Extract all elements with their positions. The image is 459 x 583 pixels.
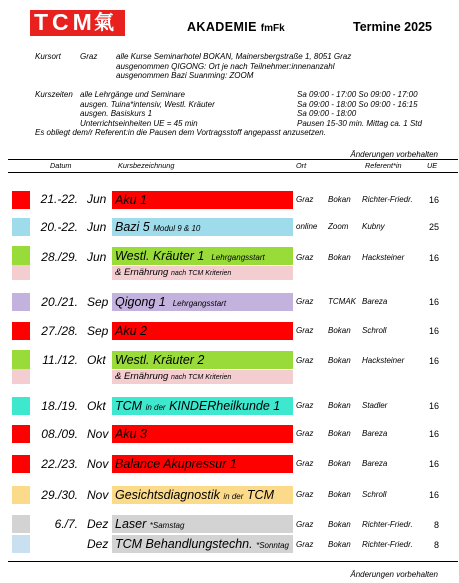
- row-venue: Bokan: [328, 326, 351, 335]
- course-bar-kinderheilkunde: [112, 397, 293, 415]
- col-ue: UE: [427, 161, 438, 170]
- academy-suffix: fmFk: [260, 23, 285, 34]
- row-venue: Bokan: [328, 401, 351, 410]
- row-ort: Graz: [296, 253, 314, 262]
- row-venue: Zoom: [328, 222, 349, 231]
- row-ue: 16: [428, 297, 439, 307]
- course-title: TCM Behandlungstechn.: [115, 537, 253, 551]
- termine-title: Termine 2025: [353, 20, 432, 34]
- row-referent: Hacksteiner: [362, 253, 405, 262]
- course-note: Modul 9 & 10: [153, 224, 201, 233]
- row-referent: Schroll: [362, 490, 387, 499]
- course-bar-behandlungstechn: [112, 535, 293, 553]
- header-rule-bottom: [8, 172, 458, 173]
- row-referent: Hacksteiner: [362, 356, 405, 365]
- row-ue: 16: [428, 195, 439, 205]
- row-date: 18./19.: [41, 399, 78, 413]
- course-title: Bazi 5: [115, 220, 150, 234]
- row-ort: Graz: [296, 297, 314, 306]
- row-venue: Bokan: [328, 490, 351, 499]
- course-bar-aku1: [112, 191, 293, 209]
- row-date: 11./12.: [42, 353, 78, 367]
- row-month: Dez: [87, 517, 109, 531]
- row-month: Dez: [87, 537, 109, 551]
- row-ort: Graz: [296, 356, 314, 365]
- course-bar-kraeuter2: [112, 351, 293, 369]
- row-ort: Graz: [296, 490, 314, 499]
- row-referent: Stadler: [362, 401, 388, 410]
- course-title: Balance Akupressur 1: [115, 457, 237, 471]
- row-date: 20.-22.: [40, 220, 78, 234]
- course-title: TCM: [115, 399, 143, 413]
- course-subnote: nach TCM Kriterien: [170, 270, 232, 277]
- row-month: Jun: [87, 220, 107, 234]
- kurszeiten-time-4: Pausen 15-30 min. Mittag ca. 1 Std: [297, 118, 422, 128]
- academy-title: [187, 20, 285, 36]
- row-date: 08./09.: [41, 427, 78, 441]
- row-venue: Bokan: [328, 195, 351, 204]
- row-referent: Kubny: [362, 222, 385, 231]
- row-month: Okt: [87, 353, 106, 367]
- row-ort: online: [296, 222, 318, 231]
- kursort-line-1: alle Kurse Seminarhotel BOKAN, Mainersbergstraße 1, 8051 Graz: [116, 52, 352, 61]
- kursort-label: Kursort: [35, 52, 61, 61]
- row-month: Jun: [87, 192, 107, 206]
- kurszeiten-time-3: Sa 09:00 - 18:00: [297, 109, 357, 119]
- row-date: 29./30.: [41, 488, 78, 502]
- swatch-bazi5: [12, 218, 30, 236]
- course-bar-bazi5: [112, 218, 293, 236]
- swatch-ernaehrung1: [12, 265, 30, 280]
- row-month: Sep: [87, 295, 109, 309]
- logo-text: TCM: [34, 9, 96, 35]
- row-referent: Richter-Friedr.: [362, 520, 413, 529]
- row-ue: 16: [428, 490, 439, 500]
- footer-rule: [8, 561, 458, 562]
- kursort-line-3: ausgenommen Bazi Suanming: ZOOM: [116, 71, 254, 81]
- course-title: Westl. Kräuter 1: [115, 249, 205, 263]
- row-ue: 16: [428, 459, 439, 469]
- row-ort: Graz: [296, 459, 314, 468]
- header-rule-top: [8, 159, 458, 161]
- course-bar-laser: [112, 515, 293, 533]
- kurszeiten-line-4: Unterrichtseinheiten UE = 45 min: [80, 118, 198, 128]
- kursort-line-2: ausgenommen QIGONG: Ort je nach Teilnehmer:innenanzahl: [116, 61, 335, 71]
- row-ue: 8: [433, 540, 439, 550]
- col-datum: Datum: [50, 161, 72, 170]
- course-bar-ernaehrung1: [112, 266, 293, 280]
- course-title-2: KINDERheilkunde 1: [169, 399, 281, 413]
- row-ue: 16: [428, 326, 439, 336]
- pause-note: Es obliegt dem/r Referent:in die Pausen dem Vortragsstoff angepasst anzusetzen.: [35, 128, 326, 138]
- row-ort: Graz: [296, 326, 314, 335]
- row-ue: 16: [428, 356, 439, 366]
- swatch-kraeuter2: [12, 350, 30, 369]
- row-referent: Bareza: [362, 459, 388, 468]
- academy-name: AKADEMIE: [187, 20, 257, 34]
- row-referent: Bareza: [362, 429, 388, 438]
- course-bar-ernaehrung2: [112, 370, 293, 384]
- row-referent: Schroll: [362, 326, 387, 335]
- row-ort: Graz: [296, 520, 314, 529]
- row-venue: Bokan: [328, 356, 351, 365]
- row-month: Nov: [87, 457, 109, 471]
- row-referent: Bareza: [362, 297, 388, 306]
- row-ort: Graz: [296, 401, 314, 410]
- swatch-ernaehrung2: [12, 369, 30, 384]
- course-bar-akupressur1: [112, 455, 293, 473]
- row-ue: 16: [428, 253, 439, 263]
- course-bar-qigong1: [112, 293, 293, 311]
- col-referent: Referent*in: [365, 161, 402, 170]
- row-date: 21.-22.: [40, 192, 78, 206]
- row-venue: TCMAK: [328, 297, 356, 306]
- row-ort: Graz: [296, 195, 314, 204]
- logo-glyph: 氣: [94, 10, 114, 34]
- course-bar-aku3: [112, 425, 293, 443]
- swatch-gesichtsdiagnostik: [12, 486, 30, 504]
- course-title: Aku 2: [115, 324, 147, 338]
- course-subtitle: & Ernährung: [115, 371, 169, 382]
- swatch-qigong1: [12, 293, 30, 311]
- kurszeiten-label: Kurszeiten: [35, 90, 73, 99]
- course-title: Aku 3: [115, 427, 147, 441]
- swatch-kinderheilkunde: [12, 397, 30, 415]
- course-note: in der: [145, 403, 166, 412]
- row-ort: Graz: [296, 429, 314, 438]
- col-ort: Ort: [296, 161, 307, 170]
- course-subtitle: & Ernährung: [115, 267, 169, 278]
- row-month: Okt: [87, 399, 106, 413]
- swatch-akupressur1: [12, 455, 30, 473]
- row-date: 28./29.: [41, 250, 78, 264]
- swatch-kraeuter1: [12, 246, 30, 265]
- course-title: Qigong 1: [115, 295, 166, 309]
- row-referent: Richter-Friedr.: [362, 195, 413, 204]
- row-venue: Bokan: [328, 253, 351, 262]
- row-ue: 16: [428, 429, 439, 439]
- swatch-aku2: [12, 322, 30, 340]
- row-ue: 16: [428, 401, 439, 411]
- row-venue: Bokan: [328, 520, 351, 529]
- swatch-aku1: [12, 191, 30, 209]
- row-month: Jun: [87, 250, 107, 264]
- col-kurs: Kursbezeichnung: [118, 161, 175, 170]
- row-date: 20./21.: [41, 295, 78, 309]
- course-note: in der: [223, 492, 244, 501]
- course-title: Aku 1: [115, 193, 147, 207]
- row-venue: Bokan: [328, 540, 351, 549]
- row-month: Nov: [87, 427, 109, 441]
- row-ue: 25: [428, 222, 439, 232]
- kursort-city: Graz: [80, 52, 98, 61]
- course-title: Westl. Kräuter 2: [115, 353, 205, 367]
- row-month: Sep: [87, 324, 109, 338]
- course-bar-kraeuter1: [112, 247, 293, 265]
- course-note: Lehrgangsstart: [211, 253, 265, 262]
- swatch-aku3: [12, 425, 30, 443]
- kurszeiten-line-2: ausgen. Tuina*intensiv, Westl. Kräuter: [80, 99, 215, 109]
- course-bar-gesichtsdiagnostik: [112, 486, 293, 504]
- swatch-laser: [12, 515, 30, 533]
- row-ort: Graz: [296, 540, 314, 549]
- row-venue: Bokan: [328, 459, 351, 468]
- kurszeiten-line-1: alle Lehrgänge und Seminare: [80, 90, 185, 99]
- row-date: 27./28.: [41, 324, 78, 338]
- row-date: 6./7.: [54, 517, 78, 531]
- course-note: *Samstag: [149, 521, 185, 530]
- course-subnote: nach TCM Kriterien: [170, 374, 232, 381]
- changes-note-bottom: Änderungen vorbehalten: [350, 570, 438, 579]
- row-referent: Richter-Friedr.: [362, 540, 413, 549]
- row-date: 22./23.: [41, 457, 78, 471]
- kurszeiten-time-1: Sa 09:00 - 17:00 So 09:00 - 17:00: [297, 90, 418, 99]
- kurszeiten-line-3: ausgen. Basiskurs 1: [80, 109, 153, 119]
- course-note: *Sonntag: [256, 541, 289, 550]
- course-title: Gesichtsdiagnostik: [115, 488, 220, 502]
- row-month: Nov: [87, 488, 109, 502]
- course-title-2: TCM: [246, 488, 274, 502]
- row-ue: 8: [433, 520, 439, 530]
- changes-note-top: Änderungen vorbehalten: [350, 150, 438, 159]
- kurszeiten-time-2: Sa 09:00 - 18:00 So 09:00 - 16:15: [297, 99, 418, 109]
- course-title: Laser: [115, 517, 147, 531]
- swatch-behandlungstechn: [12, 535, 30, 553]
- row-venue: Bokan: [328, 429, 351, 438]
- course-note: Lehrgangsstart: [172, 299, 227, 308]
- course-bar-aku2: [112, 322, 293, 340]
